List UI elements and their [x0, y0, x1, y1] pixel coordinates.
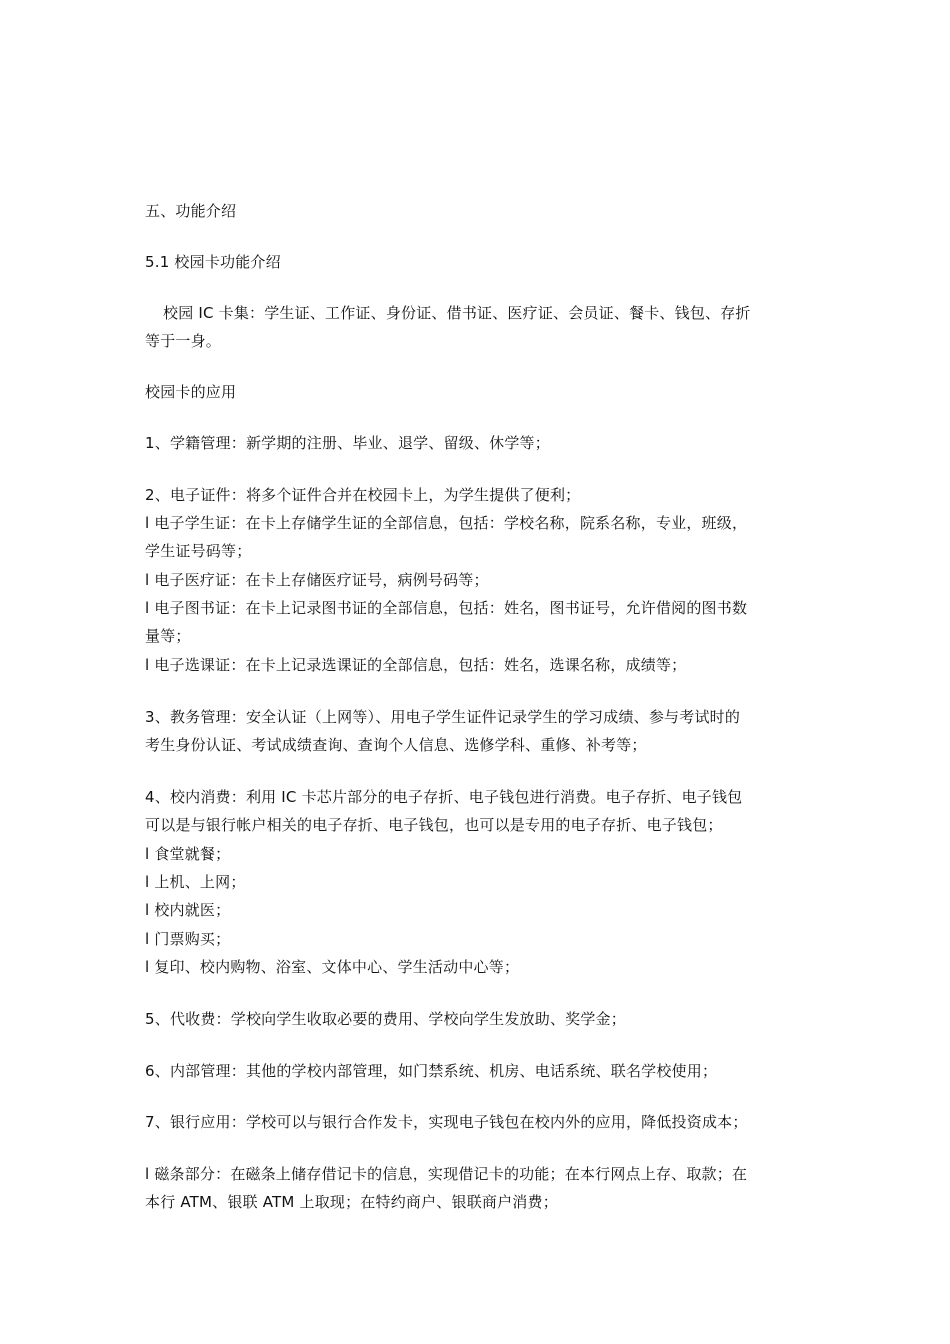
list-item: l 电子选课证：在卡上记录选课证的全部信息，包括：姓名，选课名称，成绩等； — [145, 656, 687, 674]
list-item: 6、内部管理：其他的学校内部管理，如门禁系统、机房、电话系统、联名学校使用； — [145, 1062, 718, 1080]
list-item: 考生身份认证、考试成绩查询、查询个人信息、选修学科、重修、补考等； — [145, 736, 647, 754]
list-item: 可以是与银行帐户相关的电子存折、电子钱包，也可以是专用的电子存折、电子钱包； — [145, 816, 723, 834]
list-item: l 门票购买； — [145, 930, 231, 948]
list-item: 3、教务管理：安全认证（上网等）、用电子学生证件记录学生的学习成绩、参与考试时的 — [145, 708, 741, 726]
list-item: l 复印、校内购物、浴室、文体中心、学生活动中心等； — [145, 958, 520, 976]
subsection-heading: 5.1 校园卡功能介绍 — [145, 253, 281, 271]
list-item: 2、电子证件：将多个证件合并在校园卡上，为学生提供了便利； — [145, 486, 581, 504]
list-item: 本行 ATM、银联 ATM 上取现；在特约商户、银联商户消费； — [145, 1193, 558, 1211]
intro-line-1: 校园 IC 卡集：学生证、工作证、身份证、借书证、医疗证、会员证、餐卡、钱包、存折 — [163, 304, 751, 322]
list-item: 5、代收费：学校向学生收取必要的费用、学校向学生发放助、奖学金； — [145, 1010, 626, 1028]
list-item: l 食堂就餐； — [145, 845, 231, 863]
list-item: l 电子医疗证：在卡上存储医疗证号，病例号码等； — [145, 571, 489, 589]
list-item: 7、银行应用：学校可以与银行合作发卡，实现电子钱包在校内外的应用，降低投资成本； — [145, 1113, 748, 1131]
list-item: l 电子图书证：在卡上记录图书证的全部信息，包括：姓名，图书证号，允许借阅的图书数 — [145, 599, 748, 617]
list-item: 1、学籍管理：新学期的注册、毕业、退学、留级、休学等； — [145, 434, 550, 452]
section-heading: 五、功能介绍 — [145, 202, 237, 220]
list-item: 量等； — [145, 627, 191, 645]
list-item: 学生证号码等； — [145, 542, 252, 560]
list-item: l 上机、上网； — [145, 873, 246, 891]
list-item: l 校内就医； — [145, 901, 231, 919]
applications-heading: 校园卡的应用 — [145, 383, 237, 401]
list-item: l 电子学生证：在卡上存储学生证的全部信息，包括：学校名称，院系名称，专业，班级， — [145, 514, 748, 532]
list-item: l 磁条部分：在磁条上储存借记卡的信息，实现借记卡的功能；在本行网点上存、取款；在 — [145, 1165, 748, 1183]
list-item: 4、校内消费：利用 IC 卡芯片部分的电子存折、电子钱包进行消费。电子存折、电子钱包 — [145, 788, 743, 806]
intro-line-2: 等于一身。 — [145, 332, 222, 350]
